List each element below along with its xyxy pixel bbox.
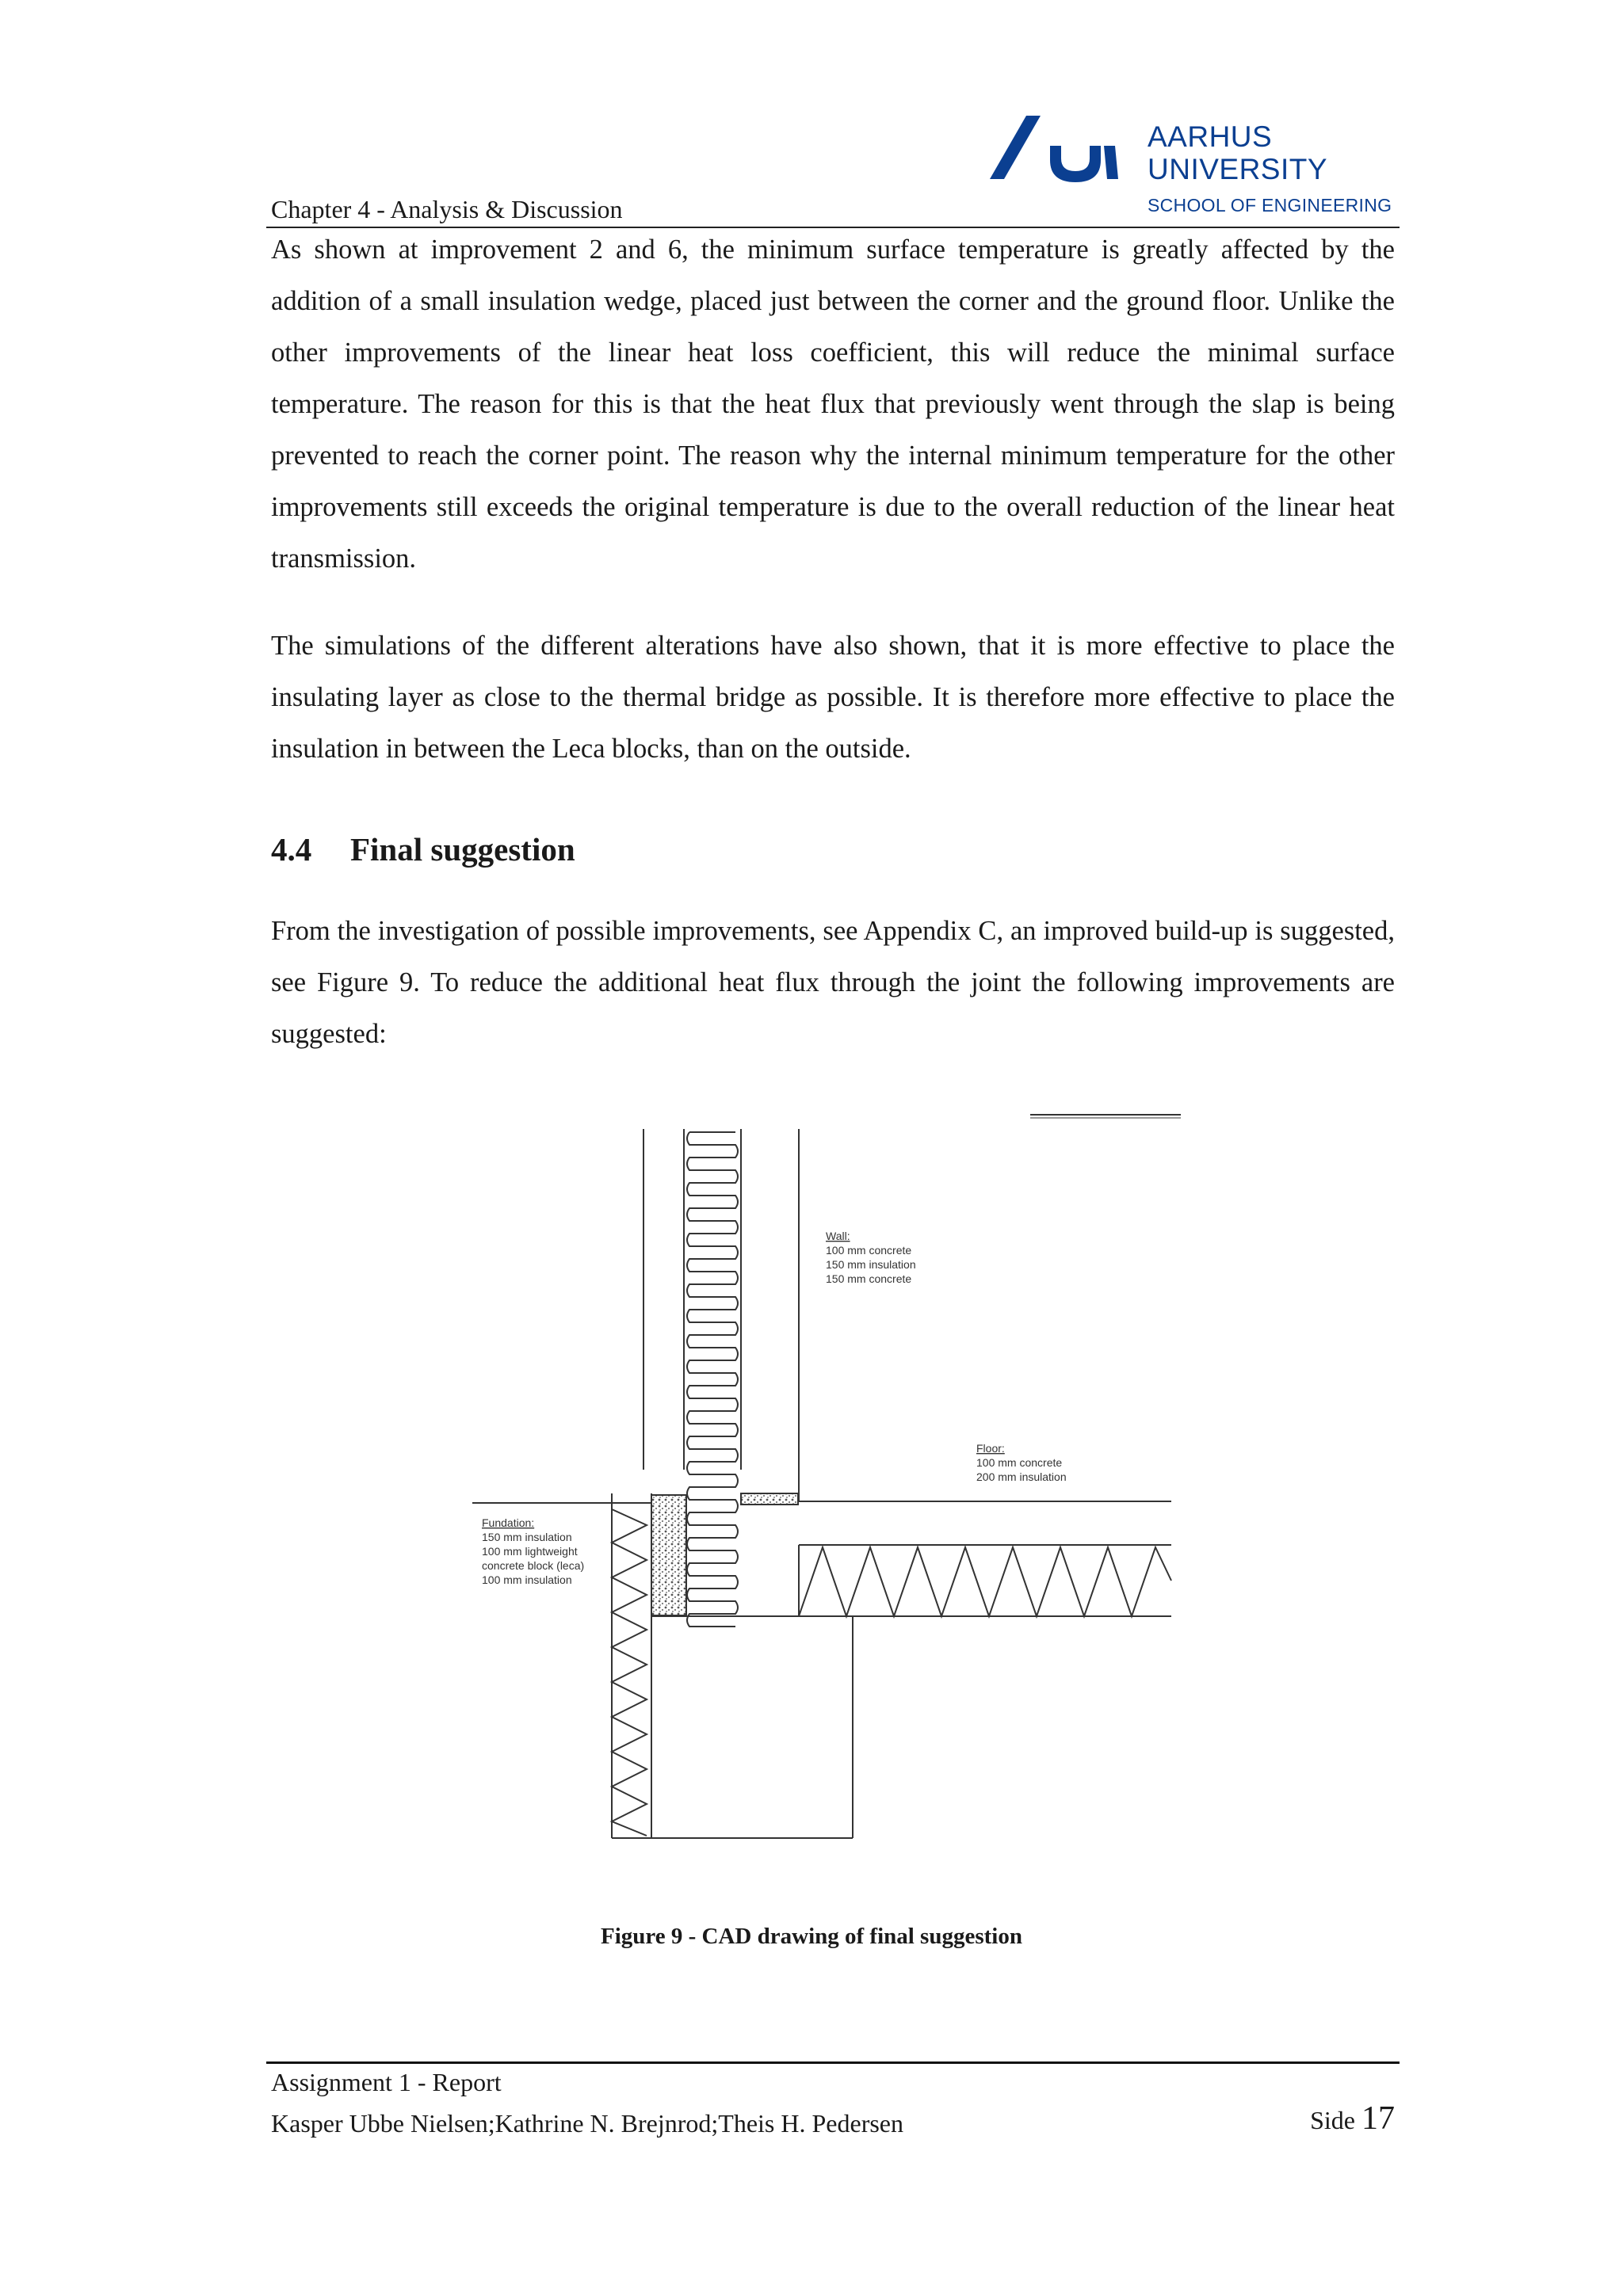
foundation-label-line4: 100 mm insulation	[482, 1573, 572, 1586]
foundation-label-title: Fundation:	[482, 1516, 535, 1529]
body-paragraph-2: The simulations of the different alterations have also shown, that it is more effective to place the insulating layer as close to the thermal bridge as possible. It is therefore more effective to place the insulation in between the Leca blocks, than on the outside.	[271, 631, 1395, 764]
leca-block-corner	[651, 1495, 686, 1615]
foundation-label-line1: 150 mm insulation	[482, 1531, 572, 1543]
section-heading	[271, 830, 575, 868]
wall-label-line1: 100 mm concrete	[826, 1244, 912, 1257]
footer-assignment: Assignment 1 - Report	[271, 2068, 502, 2096]
logo-text-school: SCHOOL OF ENGINEERING	[1148, 195, 1392, 215]
logo-text-university: UNIVERSITY	[1148, 153, 1328, 185]
floor-label-line1: 100 mm concrete	[976, 1456, 1063, 1469]
running-header-chapter: Chapter 4 - Analysis & Discussion	[271, 195, 623, 223]
body-paragraph-1: As shown at improvement 2 and 6, the minimum surface temperature is greatly affected by the addition of a small insulation wedge, placed just between the corner and the ground floor. Unlike the other improvements of the linear heat loss coefficient, this will reduce the minimal surface temperature. The reason for this is that the heat flux that previously went through the slap is being prevented to reach the corner point. The reason why the internal minimum temperature for the other improvements still exceeds the original temperature is due to the overall reduction of the linear heat transmission.	[271, 235, 1395, 574]
footer-authors: Kasper Ubbe Nielsen;Kathrine N. Brejnrod;Theis H. Pedersen	[271, 2109, 903, 2138]
logo-slash-shape	[990, 116, 1041, 179]
wall-label-line3: 150 mm concrete	[826, 1272, 912, 1285]
floor-label	[976, 1442, 1067, 1483]
body-paragraph-3: From the investigation of possible improvements, see Appendix C, an improved build-up is suggested, see Figure 9. To reduce the additional heat flux through the joint the following improvements are suggested:	[271, 916, 1395, 1049]
wall-label-title: Wall:	[826, 1230, 850, 1242]
wall-label-line2: 150 mm insulation	[826, 1258, 916, 1271]
wall-label	[826, 1230, 916, 1285]
footer-divider	[266, 2061, 1400, 2064]
page-number: 17	[1361, 2100, 1395, 2137]
wall-insulation-hatch	[687, 1132, 738, 1627]
foundation-insulation-hatch	[612, 1509, 647, 1836]
logo-u-shape	[1050, 146, 1101, 182]
foundation-label	[482, 1516, 584, 1586]
floor-label-line2: 200 mm insulation	[976, 1470, 1067, 1483]
logo-tail-shape	[1104, 146, 1118, 179]
figure-caption: Figure 9 - CAD drawing of final suggestion	[601, 1924, 1022, 1949]
foundation-label-line3: concrete block (leca)	[482, 1559, 585, 1572]
section-number: 4.4	[271, 831, 312, 868]
cad-drawing	[468, 1105, 1181, 1850]
floor-insulation-hatch	[799, 1547, 1171, 1616]
section-title: Final suggestion	[350, 831, 575, 868]
floor-label-title: Floor:	[976, 1442, 1005, 1455]
leca-strip-top	[741, 1493, 798, 1505]
footer-side-label: Side	[1310, 2106, 1355, 2134]
foundation-label-line2: 100 mm lightweight	[482, 1545, 578, 1558]
logo-text-aarhus: AARHUS	[1148, 120, 1273, 153]
footer-page-indicator	[1310, 2100, 1395, 2138]
